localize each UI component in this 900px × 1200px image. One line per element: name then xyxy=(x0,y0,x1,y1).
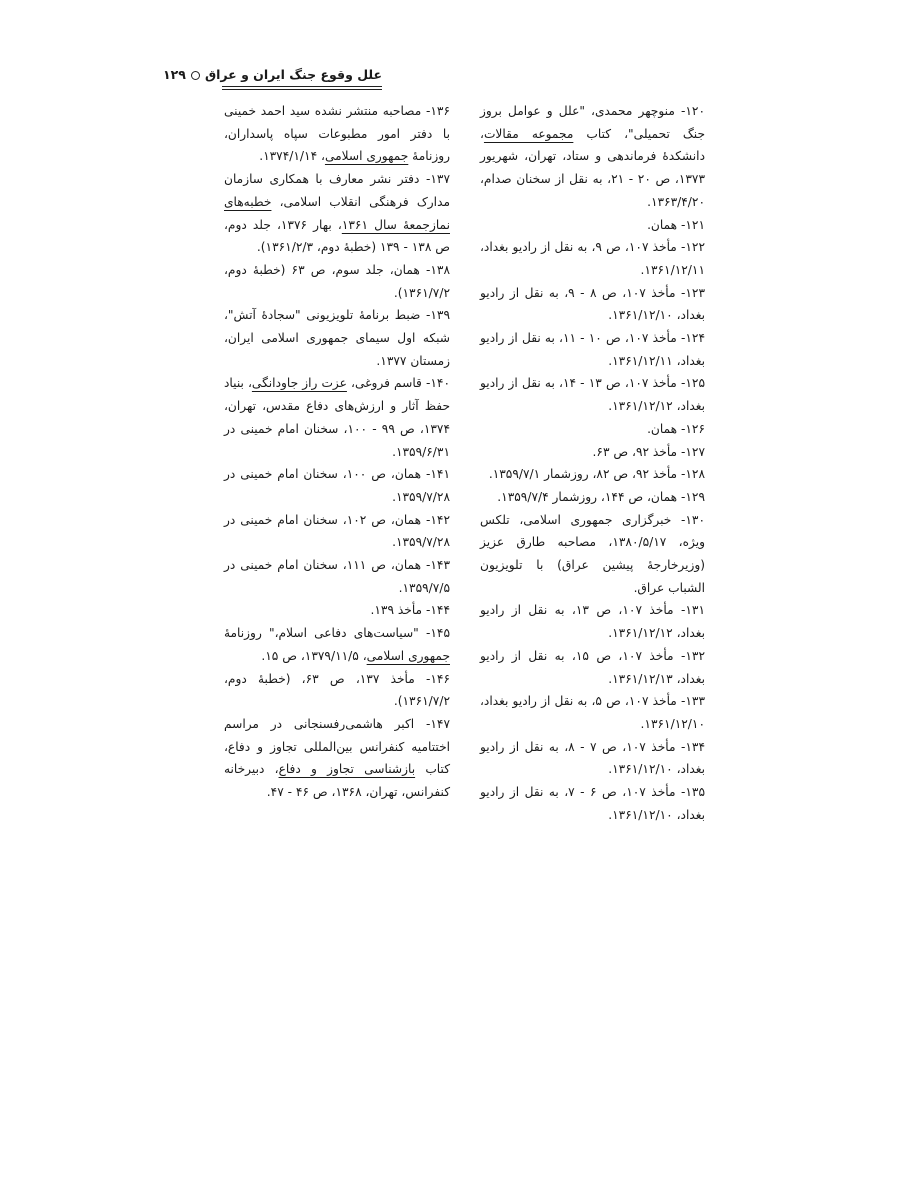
footnote-title-underlined: عزت راز جاودانگی xyxy=(251,376,347,391)
footnote-number: ۱۲۵- xyxy=(680,376,705,391)
footnote-item xyxy=(480,214,705,237)
footnote-text: همان، ص ۱۱۱، سخنان امام خمینی در ۱۳۵۹/۷/۵. xyxy=(224,558,450,595)
footnote-title-underlined: جمهوری اسلامی xyxy=(366,648,450,663)
footnote-number: ۱۲۷- xyxy=(680,444,705,459)
footnote-item xyxy=(224,599,450,622)
footnote-item xyxy=(224,372,450,463)
header-title-line xyxy=(163,66,382,84)
footnote-text: مأخذ ۱۰۷، ص ۶ - ۷، به نقل از رادیو بغداد، ۱۳۶۱/۱۲/۱۰. xyxy=(480,785,705,822)
footnote-text: همان. xyxy=(647,421,681,436)
footnote-number: ۱۲۹- xyxy=(680,489,705,504)
footnote-title-underlined: بازشناسی تجاوز و دفاع xyxy=(278,762,416,777)
footnote-item xyxy=(480,486,705,509)
footnote-number: ۱۳۱- xyxy=(680,603,705,618)
footnote-item xyxy=(480,282,705,327)
footnote-number: ۱۲۶- xyxy=(680,421,705,436)
footnote-number: ۱۴۱- xyxy=(425,467,450,482)
footnote-item xyxy=(480,509,705,600)
footnote-text: خبرگزاری جمهوری اسلامی، تلکس ویژه، ۱۳۸۰/۵/۱۷، مصاحبه طارق عزیز (وزیرخارجهٔ پیشین عراق) با تلویزیون الشباب عراق. xyxy=(480,512,705,595)
footnote-text: مأخذ ۱۰۷، ص ۱۵، به نقل از رادیو بغداد، ۱۳۶۱/۱۲/۱۳. xyxy=(480,648,705,686)
footnote-item xyxy=(480,100,705,214)
footnote-text: ، دبیرخانه کنفرانس، تهران، ۱۳۶۸، ص ۴۶ - ۴۷. xyxy=(224,762,450,800)
footnote-number: ۱۳۳- xyxy=(680,694,706,709)
footnote-text: ، بنیاد حفظ آثار و ارزش‌های دفاع مقدس، تهران، ۱۳۷۴، ص ۹۹ - ۱۰۰، سخنان امام خمینی در ۱۳۵۹/۶/۳۱. xyxy=(224,376,450,459)
footnote-text: مأخذ ۱۳۷، ص ۶۳، (خطبهٔ دوم، ۱۳۶۱/۷/۲). xyxy=(224,671,450,709)
footnote-item xyxy=(480,418,705,441)
footnote-number: ۱۳۸- xyxy=(425,262,450,277)
footnote-text: همان، ص ۱۰۲، سخنان امام خمینی در ۱۳۵۹/۷/۲۸. xyxy=(224,512,450,550)
footnote-text: ، ۱۳۷۹/۱۱/۵، ص ۱۵. xyxy=(261,648,367,663)
footnote-number: ۱۳۷- xyxy=(425,172,450,187)
footnote-item xyxy=(480,236,705,281)
footnote-number: ۱۳۹- xyxy=(425,308,450,323)
footnote-item xyxy=(224,509,450,554)
footnote-text: مأخذ ۱۳۹. xyxy=(370,603,426,618)
footnote-text: مأخذ ۹۲، ص ۸۲، روزشمار ۱۳۵۹/۷/۱. xyxy=(488,467,681,482)
footnote-item xyxy=(224,168,450,259)
footnote-item xyxy=(480,463,705,486)
footnote-number: ۱۳۲- xyxy=(680,648,705,663)
notes-column-left xyxy=(224,100,450,804)
footnote-text: ، بهار ۱۳۷۶، جلد دوم، ص ۱۳۸ - ۱۳۹ (خطبهٔ دوم، ۱۳۶۱/۲/۳). xyxy=(224,217,450,255)
notes-column-right xyxy=(480,100,705,827)
footnote-item xyxy=(224,259,450,304)
footnote-title-underlined: جمهوری اسلامی xyxy=(324,149,409,164)
footnote-item xyxy=(224,713,450,804)
footnote-item xyxy=(224,554,450,599)
footnote-item xyxy=(224,304,450,372)
footnote-item xyxy=(480,372,705,417)
footnote-text: مأخذ ۱۰۷، ص ۵، به نقل از رادیو بغداد، ۱۳۶۱/۱۲/۱۰. xyxy=(480,694,705,731)
footnote-number: ۱۲۲- xyxy=(680,240,706,255)
footnote-item xyxy=(480,781,705,826)
footnote-text: مأخذ ۱۰۷، ص ۱۳، به نقل از رادیو بغداد، ۱۳۶۱/۱۲/۱۲. xyxy=(480,603,705,641)
footnote-number: ۱۳۵- xyxy=(680,785,705,800)
footnote-text: مأخذ ۱۰۷، ص ۱۰ - ۱۱، به نقل از رادیو بغداد، ۱۳۶۱/۱۲/۱۱. xyxy=(480,331,705,368)
footnote-text: ، ۱۳۷۴/۱/۱۴. xyxy=(259,149,325,164)
header-rule-thick xyxy=(222,86,382,87)
footnote-text: همان، ص ۱۴۴، روزشمار ۱۳۵۹/۷/۴. xyxy=(497,489,681,504)
footnote-text: مأخذ ۱۰۷، ص ۷ - ۸، به نقل از رادیو بغداد، ۱۳۶۱/۱۲/۱۰. xyxy=(480,739,705,777)
footnote-item xyxy=(480,690,705,735)
footnote-number: ۱۴۷- xyxy=(425,716,450,731)
footnote-item xyxy=(224,100,450,168)
running-header xyxy=(163,66,712,90)
footnote-title-underlined: مجموعه مقالات xyxy=(483,126,574,141)
footnote-text: منوچهر محمدی، "علل و عوامل بروز جنگ تحمیلی"، کتاب xyxy=(480,104,705,141)
footnote-number: ۱۴۵- xyxy=(425,626,450,641)
circle-separator-icon xyxy=(191,71,200,80)
footnote-number: ۱۲۸- xyxy=(680,467,705,482)
footnote-text: قاسم فروغی، xyxy=(346,376,426,391)
footnote-number: ۱۲۳- xyxy=(680,285,705,300)
footnote-text: مأخذ ۱۰۷، ص ۹، به نقل از رادیو بغداد، ۱۳۶۱/۱۲/۱۱. xyxy=(480,240,705,277)
footnote-text: همان، ص ۱۰۰، سخنان امام خمینی در ۱۳۵۹/۷/۲۸. xyxy=(224,467,450,504)
footnote-text: "سیاست‌های دفاعی اسلام،" روزنامهٔ xyxy=(224,626,426,641)
footnote-item xyxy=(224,463,450,508)
footnote-text: مصاحبه منتشر نشده سید احمد خمینی با دفتر امور مطبوعات سپاه پاسداران، روزنامهٔ xyxy=(224,104,450,164)
footnote-item xyxy=(480,736,705,781)
footnote-text: ضبط برنامهٔ تلویزیونی "سجادهٔ آتش"، شبکه اول سیمای جمهوری اسلامی ایران، زمستان ۱۳۷۷. xyxy=(224,308,450,368)
header-title: علل وقوع جنگ ایران و عراق xyxy=(204,67,382,82)
footnote-title-underlined: خطبه‌های نمازجمعهٔ سال ۱۳۶۱ xyxy=(224,194,450,232)
footnote-number: ۱۳۴- xyxy=(680,739,705,754)
footnote-text: ، دانشکدهٔ فرماندهی و ستاد، تهران، شهریور ۱۳۷۳، ص ۲۰ - ۲۱، به نقل از سخنان صدام، ۱۳۶۳/۴/۲۰. xyxy=(480,126,705,209)
footnote-item xyxy=(480,645,705,690)
footnote-item xyxy=(224,668,450,713)
footnote-number: ۱۴۳- xyxy=(425,558,450,573)
footnote-item xyxy=(480,441,705,464)
footnote-number: ۱۲۱- xyxy=(680,217,705,232)
footnote-text: همان، جلد سوم، ص ۶۳ (خطبهٔ دوم، ۱۳۶۱/۷/۲). xyxy=(224,262,450,300)
footnote-text: مأخذ ۹۲، ص ۶۳. xyxy=(592,444,681,459)
footnote-number: ۱۴۰- xyxy=(425,376,450,391)
page-number: ۱۲۹ xyxy=(163,67,186,82)
footnote-number: ۱۲۰- xyxy=(680,104,705,118)
footnote-text: مأخذ ۱۰۷، ص ۸ - ۹، به نقل از رادیو بغداد، ۱۳۶۱/۱۲/۱۰. xyxy=(480,285,705,323)
header-rule-thin xyxy=(222,89,382,90)
footnote-number: ۱۳۶- xyxy=(425,104,450,118)
footnote-number: ۱۳۰- xyxy=(680,512,705,527)
footnote-number: ۱۲۴- xyxy=(680,331,705,346)
footnote-number: ۱۴۴- xyxy=(425,603,450,618)
footnote-item xyxy=(480,599,705,644)
footnote-item xyxy=(224,622,450,667)
footnote-text: همان. xyxy=(647,217,681,232)
footnote-number: ۱۴۲- xyxy=(425,512,450,527)
footnote-item xyxy=(480,327,705,372)
footnote-number: ۱۴۶- xyxy=(425,671,450,686)
footnote-text: مأخذ ۱۰۷، ص ۱۳ - ۱۴، به نقل از رادیو بغداد، ۱۳۶۱/۱۲/۱۲. xyxy=(480,376,705,414)
footnote-text: دفتر نشر معارف با همکاری سازمان مدارک فرهنگی انقلاب اسلامی، xyxy=(224,172,450,209)
footnote-text: اکبر هاشمی‌رفسنجانی در مراسم اختتامیه کنفرانس بین‌المللی تجاوز و دفاع، کتاب xyxy=(224,716,450,777)
